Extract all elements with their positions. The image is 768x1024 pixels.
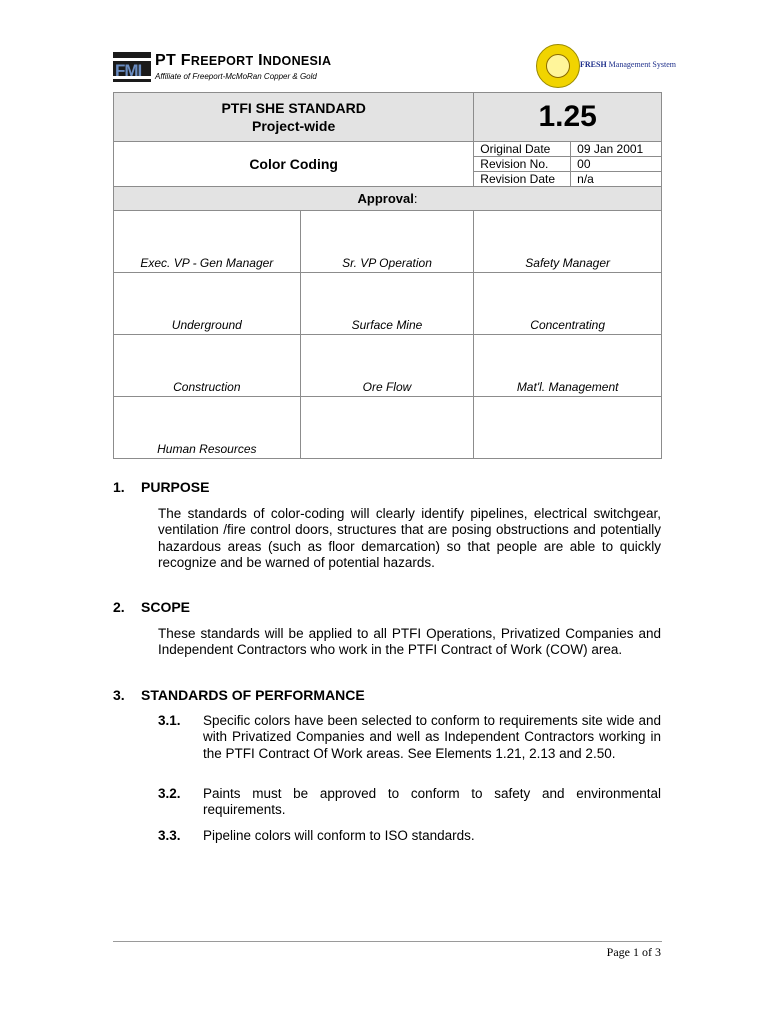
approver-cell: Human Resources (114, 397, 301, 459)
performance-item: 3.3. Pipeline colors will conform to ISO standards. (158, 828, 475, 843)
revision-no-value: 00 (571, 157, 662, 172)
section-heading-purpose: 1. PURPOSE (113, 479, 210, 495)
approver-cell: Surface Mine (300, 273, 474, 335)
purpose-text: The standards of color-coding will clearly identify pipelines, electrical switchgear, ventilation /fire control doors, structures that are posing obstructions and potentially hazardous areas (such as floor demarcation) so that people are able to quickly recognize and be warned of potential hazards. (158, 506, 661, 571)
fresh-management-label: FRESH Management System (580, 60, 676, 69)
performance-item: 3.1. Specific colors have been selected to conform to requirements site wide and with Privatized Companies and well as Independent Contractors working in the PTFI Contract Of Work areas. See Elements 1.21, 2.13 and 2.50. (158, 713, 661, 761)
approver-cell: Construction (114, 335, 301, 397)
freeport-logo (113, 52, 353, 84)
standard-number: 1.25 (474, 93, 662, 142)
approver-cell: Ore Flow (300, 335, 474, 397)
approver-cell: Sr. VP Operation (300, 211, 474, 273)
approver-cell (474, 397, 662, 459)
approval-header: Approval: (114, 187, 662, 211)
section-heading-scope: 2. SCOPE (113, 599, 191, 615)
revision-date-value: n/a (571, 172, 662, 187)
revision-no-label: Revision No. (474, 157, 571, 172)
approver-cell (300, 397, 474, 459)
approver-cell: Mat'l. Management (474, 335, 662, 397)
footer-divider (113, 941, 662, 942)
page-number: Page 1 of 3 (606, 945, 661, 959)
fresh-seal-icon (536, 44, 580, 88)
scope-text: These standards will be applied to all PTFI Operations, Privatized Companies and Independent Contractors who work in the PTFI Contract of Work (COW) area. (158, 626, 661, 658)
standard-subject: Color Coding (114, 142, 474, 187)
approver-cell: Safety Manager (474, 211, 662, 273)
revision-date-label: Revision Date (474, 172, 571, 187)
original-date-label: Original Date (474, 142, 571, 157)
approver-cell: Exec. VP - Gen Manager (114, 211, 301, 273)
section-heading-performance: 3. STANDARDS OF PERFORMANCE (113, 687, 365, 703)
standard-title: PTFI SHE STANDARD Project-wide (114, 93, 474, 142)
affiliate-text: Affiliate of Freeport-McMoRan Copper & Gold (155, 72, 317, 81)
company-name: PT FREEPORT INDONESIA (155, 52, 332, 69)
original-date-value: 09 Jan 2001 (571, 142, 662, 157)
performance-item: 3.2. Paints must be approved to conform to safety and environmental requirements. (158, 786, 661, 818)
approver-cell: Concentrating (474, 273, 662, 335)
standard-header-table (113, 92, 662, 459)
fmi-logo-icon: FMI (113, 52, 151, 82)
approver-cell: Underground (114, 273, 301, 335)
